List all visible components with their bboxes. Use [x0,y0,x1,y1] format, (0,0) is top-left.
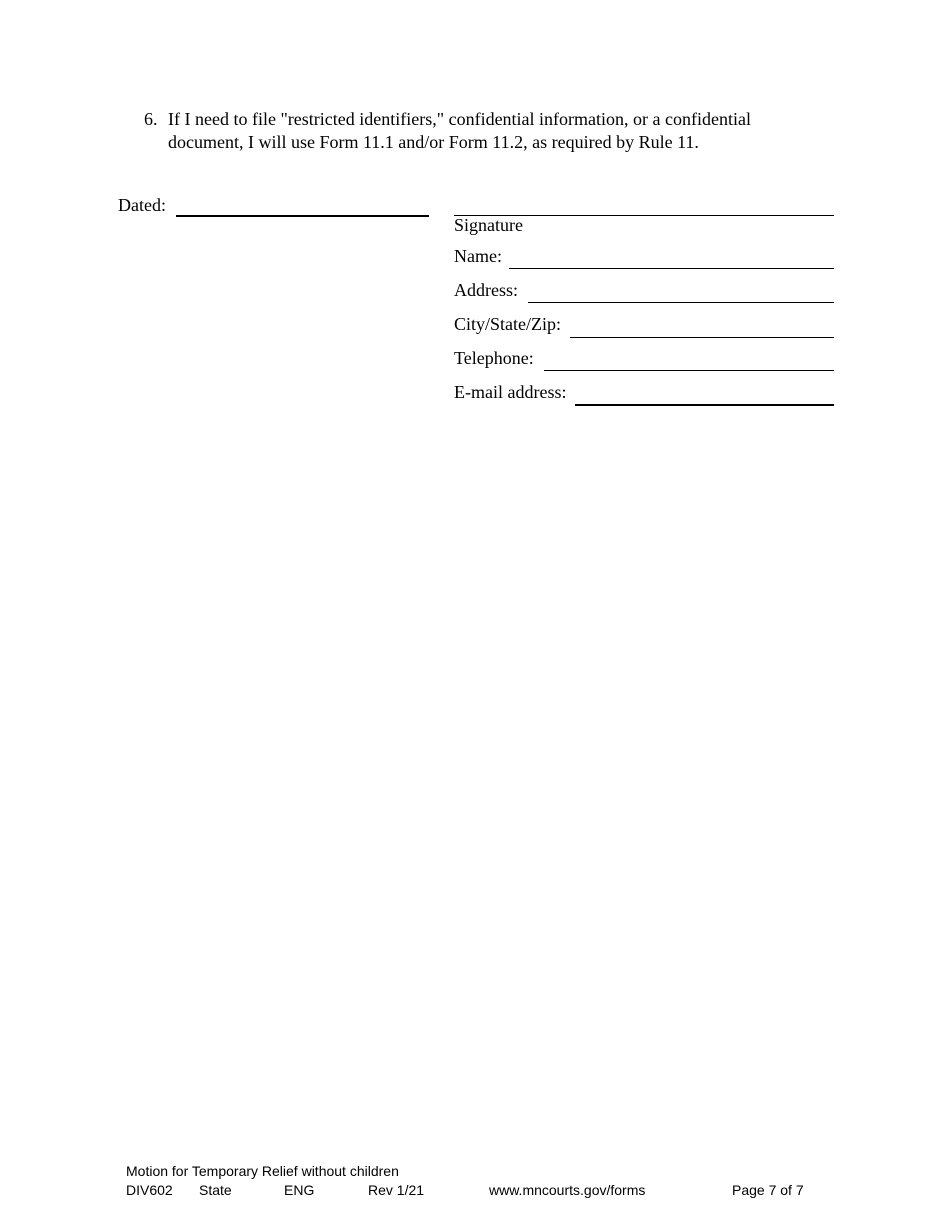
email-line[interactable] [575,404,834,406]
name-line[interactable] [509,268,834,269]
email-label: E-mail address: [454,382,567,402]
item-number: 6. [144,109,158,129]
dated-label: Dated: [118,195,166,215]
city-state-zip-line[interactable] [570,337,834,338]
address-label: Address: [454,280,518,300]
name-label: Name: [454,246,502,266]
telephone-label: Telephone: [454,348,534,368]
footer-jurisdiction: State [199,1182,232,1198]
footer-language: ENG [284,1182,315,1198]
item-text: If I need to file "restricted identifiers," confidential information, or a confidential document, I will use Form 11.1 and/or Form 11.2, as required by Rule 11. [168,109,751,152]
signature-label: Signature [454,215,523,235]
footer-website[interactable]: www.mncourts.gov/forms [489,1182,646,1198]
address-line[interactable] [528,302,834,303]
city-state-zip-label: City/State/Zip: [454,314,561,334]
footer-form-title: Motion for Temporary Relief without children [126,1163,399,1179]
footer-revision: Rev 1/21 [368,1182,425,1198]
footer-page-number: Page 7 of 7 [732,1182,804,1198]
telephone-line[interactable] [544,370,834,371]
dated-line[interactable] [176,215,429,217]
footer-form-code: DIV602 [126,1182,173,1198]
